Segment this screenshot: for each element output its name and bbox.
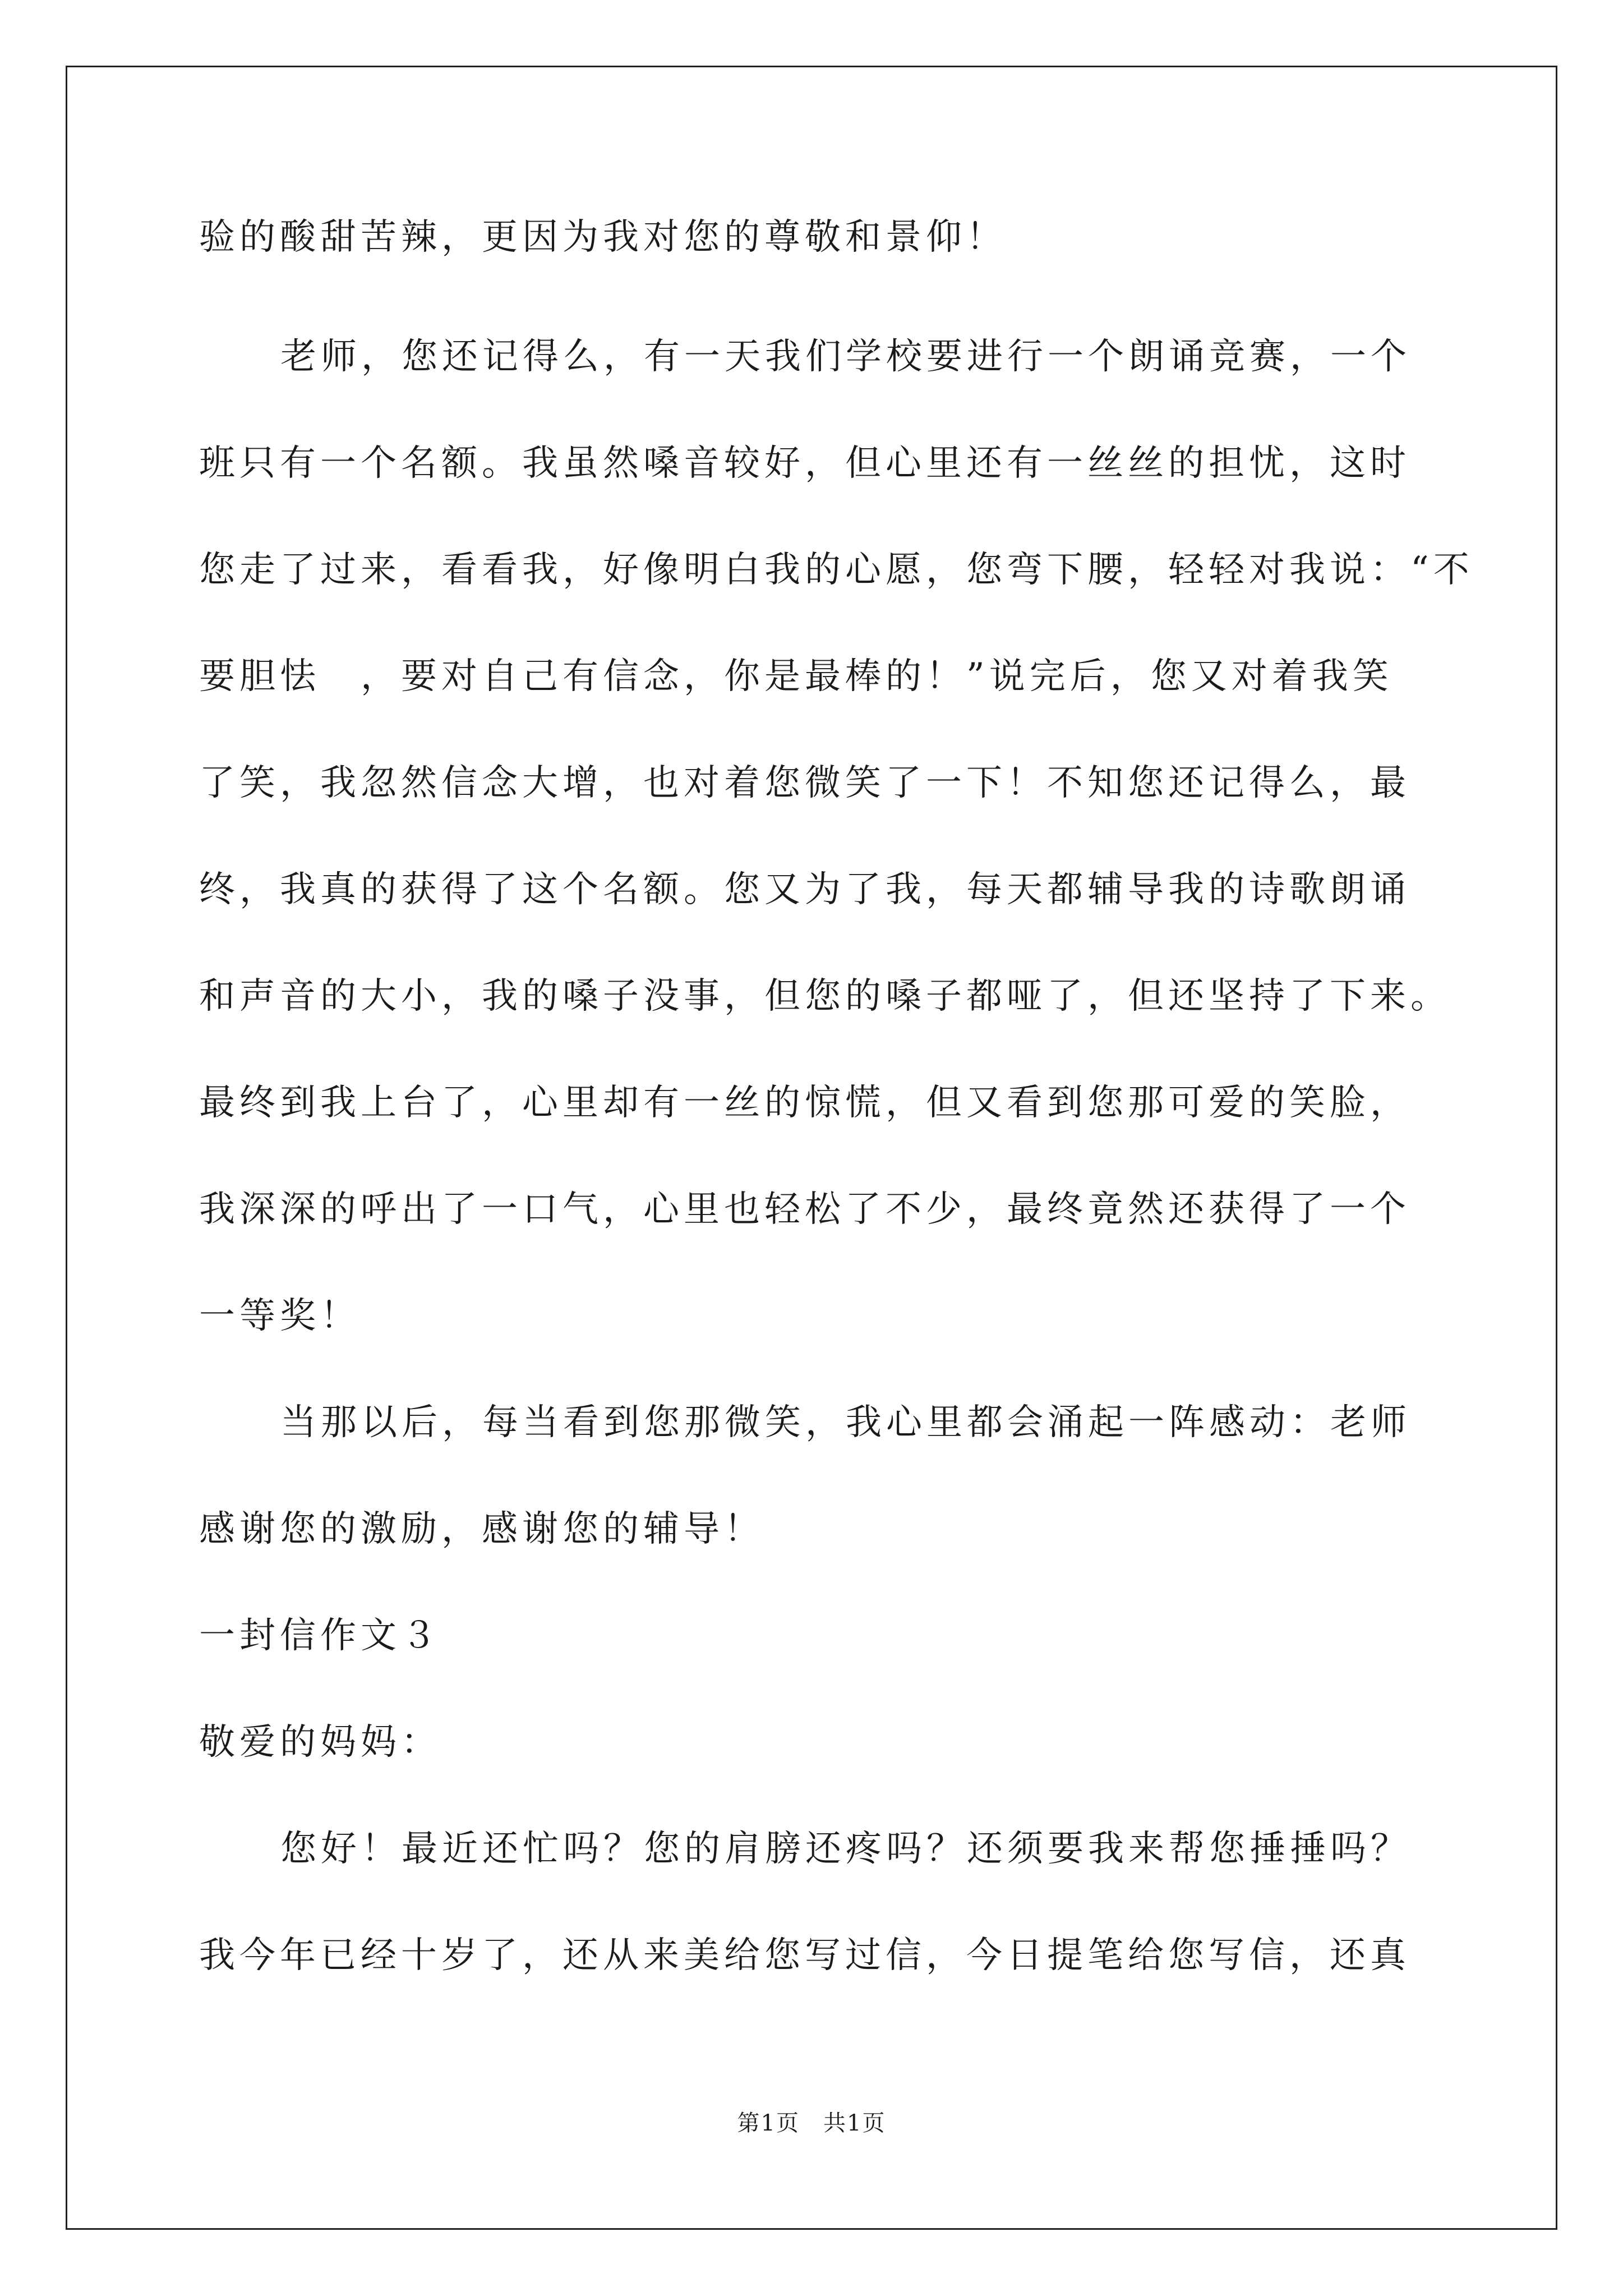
section-heading: 一封信作文３ [199, 1615, 441, 1657]
text-line-4: 您走了过来，看看我，好像明白我的心愿，您弯下腰，轻轻对我说：“不 [199, 549, 1474, 591]
text-line-1: 验的酸甜苦辣，更因为我对您的尊敬和景仰！ [199, 217, 1007, 258]
text-line-11: 一等奖！ [199, 1295, 361, 1337]
page-border [66, 66, 1557, 2230]
text-line-13: 感谢您的激励，感谢您的辅导！ [199, 1508, 764, 1550]
text-line-2: 老师，您还记得么，有一天我们学校要进行一个朗诵竞赛，一个 [280, 336, 1411, 378]
text-line-16: 您好！最近还忙吗？您的肩膀还疼吗？还须要我来帮您捶捶吗？ [280, 1828, 1411, 1870]
text-line-12: 当那以后，每当看到您那微笑，我心里都会涌起一阵感动：老师 [280, 1402, 1411, 1443]
text-line-9: 最终到我上台了，心里却有一丝的惊慌，但又看到您那可爱的笑脸， [199, 1082, 1410, 1124]
text-line-5: 要胆怯 ，要对自己有信念，你是最棒的！”说完后，您又对着我笑 [199, 656, 1393, 697]
text-line-7: 终，我真的获得了这个名额。您又为了我，每天都辅导我的诗歌朗诵 [199, 869, 1410, 910]
text-line-6: 了笑，我忽然信念大增，也对着您微笑了一下！不知您还记得么，最 [199, 762, 1410, 804]
page-footer: 第1页 共1页 [737, 2110, 886, 2136]
text-line-17: 我今年已经十岁了，还从来美给您写过信，今日提笔给您写信，还真 [199, 1935, 1410, 1976]
salutation: 敬爱的妈妈： [199, 1722, 441, 1763]
text-line-3: 班只有一个名额。我虽然嗓音较好，但心里还有一丝丝的担忧，这时 [199, 443, 1410, 484]
text-line-10: 我深深的呼出了一口气，心里也轻松了不少，最终竟然还获得了一个 [199, 1189, 1410, 1230]
text-line-8: 和声音的大小，我的嗓子没事，但您的嗓子都哑了，但还坚持了下来。 [199, 976, 1451, 1017]
